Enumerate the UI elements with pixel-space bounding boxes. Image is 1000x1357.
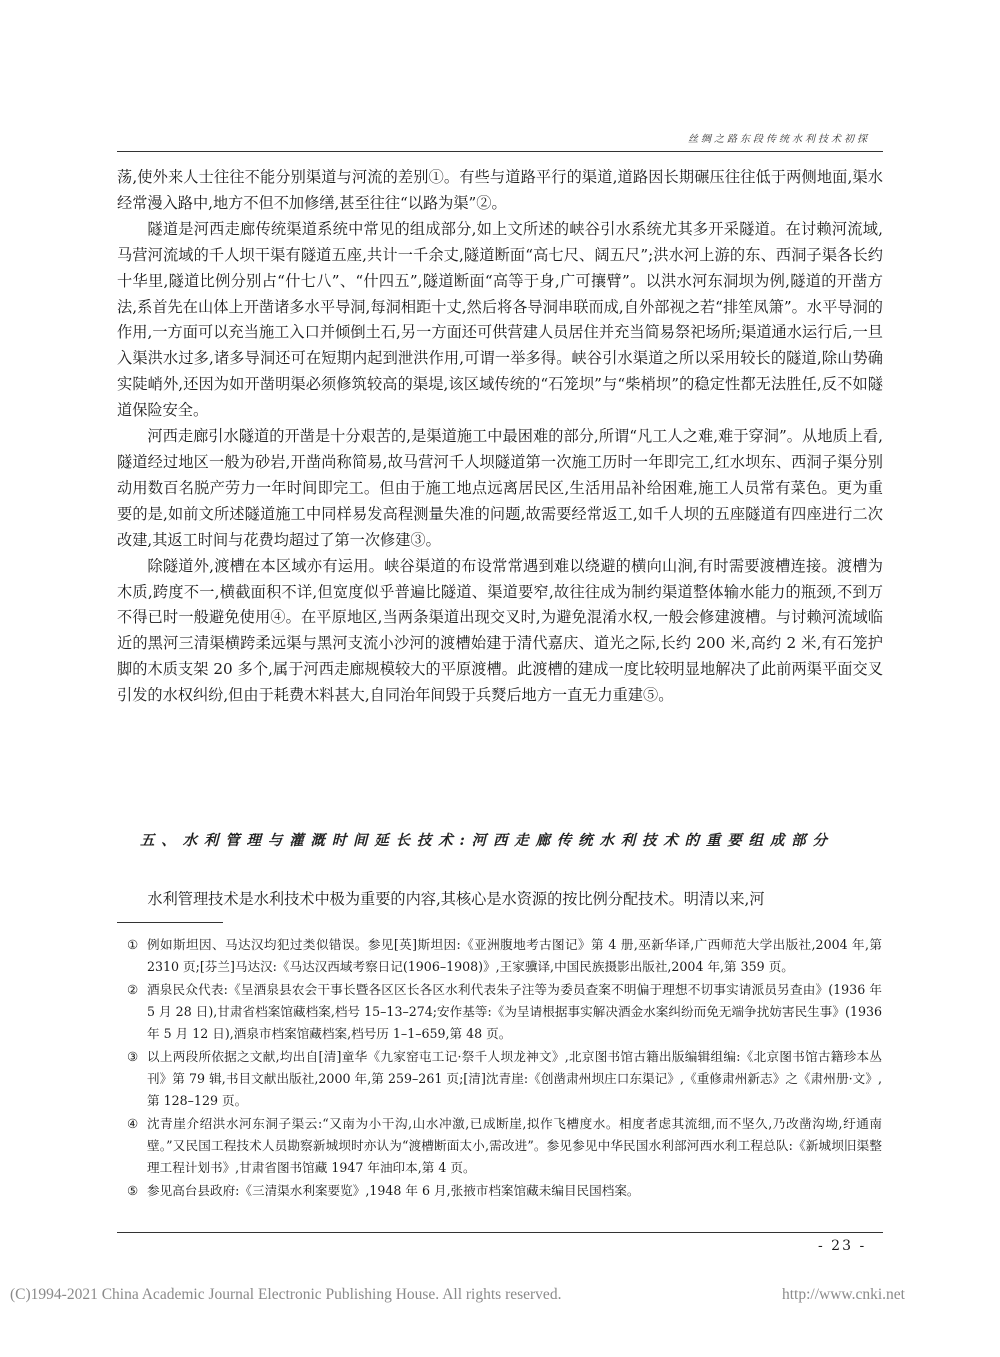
- paragraph: 水利管理技术是水利技术中极为重要的内容,其核心是水资源的按比例分配技术。明清以来,河: [147, 890, 765, 908]
- footnote: [127, 979, 882, 1045]
- footer-link[interactable]: http://www.cnki.net: [782, 1286, 905, 1303]
- footnote-number: ⑤: [127, 1183, 139, 1198]
- footnote: [127, 934, 882, 978]
- footnote-text: 参见高台县政府:《三清渠水利案要览》,1948 年 6 月,张掖市档案馆藏未编目民国档案。: [147, 1183, 640, 1198]
- footnote-separator: [117, 922, 223, 923]
- header-rule: [117, 151, 883, 152]
- section-heading: 五、水利管理与灌溉时间延长技术:河西走廊传统水利技术的重要组成部分: [140, 832, 834, 849]
- footnote-number: ④: [127, 1116, 139, 1131]
- paragraph: 除隧道外,渡槽在本区域亦有运用。峡谷渠道的布设常常遇到难以绕避的横向山涧,有时需要渡槽连接。渡槽为木质,跨度不一,横截面积不详,但宽度似乎普遍比隧道、渠道要窄,故往往成为制约渠道整体输水能力的瓶颈,不到万不得已时一般避免使用④。在平原地区,当两条渠道出现交叉时,为避免混淆水权,一般会修建渡槽。与讨赖河流域临近的黑河三清渠横跨柔远渠与黑河支流小沙河的渡槽始建于清代嘉庆、道光之际,长约 200 米,高约 2 米,有石笼护脚的木质支架 20 多个,属于河西走廊规模较大的平原渡槽。此渡槽的建成一度比较明显地解决了此前两渠平面交叉引发的水权纠纷,但由于耗费木料甚大,自同治年间毁于兵燹后地方一直无力重建⑤。: [117, 556, 883, 705]
- running-header: 丝绸之路东段传统水利技术初探: [688, 134, 870, 145]
- footnote-text: 以上两段所依据之文献,均出自[清]童华《九家窑屯工记·祭千人坝龙神文》,北京图书馆古籍出版编辑组编:《北京图书馆古籍珍本丛刊》第 79 辑,书目文献出版社,2000 年,第 259–261 页;[清]沈青崖:《创凿肃州坝庄口东渠记》,《重修肃州新志》之《肃州册·文》,第 128–129 页。: [147, 1049, 882, 1108]
- footnote-text: 沈青崖介绍洪水河东洞子渠云:“又南为小干沟,山水冲激,已成断崖,拟作飞槽度水。相度者虑其流细,而不坚久,乃改凿沟坳,纡通南壁。”又民国工程技术人员勘察新城坝时亦认为“渡槽断面太小,需改进”。参见参见中华民国水利部河西水利工程总队:《新城坝旧渠整理工程计划书》,甘肃省图书馆藏 1947 年油印本,第 4 页。: [147, 1116, 882, 1175]
- footnote: [127, 1180, 882, 1202]
- copyright-text: (C)1994-2021 China Academic Journal Electronic Publishing House. All rights reserved.: [10, 1286, 562, 1303]
- footnotes: [127, 934, 882, 1203]
- footnote-text: 酒泉民众代表:《呈酒泉县农会干事长暨各区区长各区水利代表朱子注等为委员查案不明偏于理想不切事实请派员另查由》(1936 年 5 月 28 日),甘肃省档案馆藏档案,档号 15–13–274;安作基等:《为呈请根据事实解决酒金水案纠纷而免无端争扰妨害民生事》(1936 年 5 月 12 日),酒泉市档案馆藏档案,档号历 1–1–659,第 48 页。: [147, 982, 882, 1041]
- footnote-text: 例如斯坦因、马达汉均犯过类似错误。参见[英]斯坦因:《亚洲腹地考古图记》第 4 册,巫新华译,广西师范大学出版社,2004 年,第 2310 页;[芬兰]马达汉:《马达汉西域考察日记(1906–1908)》,王家骥译,中国民族摄影出版社,2004 年,第 359 页。: [147, 937, 882, 974]
- paragraph: 河西走廊引水隧道的开凿是十分艰苦的,是渠道施工中最困难的部分,所谓“凡工人之难,难于穿洞”。从地质上看,隧道经过地区一般为砂岩,开凿尚称简易,故马营河千人坝隧道第一次施工历时一年即完工,红水坝东、西洞子渠分别动用数百名脱产劳力一年时间即完工。但由于施工地点远离居民区,生活用品补给困难,施工人员常有菜色。更为重要的是,如前文所述隧道施工中同样易发高程测量失准的问题,故需要经常返工,如千人坝的五座隧道有四座进行二次改建,其返工时间与花费均超过了第一次修建③。: [117, 427, 883, 549]
- footnote-number: ①: [127, 937, 139, 952]
- page-number: - 23 -: [818, 1238, 867, 1254]
- main-text: [117, 165, 883, 709]
- footnote-number: ②: [127, 982, 139, 997]
- footnote: [127, 1046, 882, 1112]
- paragraph: 荡,使外来人士往往不能分别渠道与河流的差别①。有些与道路平行的渠道,道路因长期碾压往往低于两侧地面,渠水经常漫入路中,地方不但不加修缮,甚至往往“以路为渠”②。: [117, 168, 883, 212]
- footnote-number: ③: [127, 1049, 139, 1064]
- paragraph: 隧道是河西走廊传统渠道系统中常见的组成部分,如上文所述的峡谷引水系统尤其多开采隧道。在讨赖河流域,马营河流域的千人坝干渠有隧道五座,共计一千余丈,隧道断面“高七尺、阔五尺”;洪水河上游的东、西洞子渠各长约十华里,隧道比例分别占“什七八”、“什四五”,隧道断面“高等于身,广可攘臂”。以洪水河东洞坝为例,隧道的开凿方法,系首先在山体上开凿诸多水平导洞,每洞相距十丈,然后将各导洞串联而成,自外部视之若“排笙凤箫”。水平导洞的作用,一方面可以充当施工入口并倾倒土石,另一方面还可供营建人员居住并充当简易祭祀场所;渠道通水运行后,一旦入渠洪水过多,诸多导洞还可在短期内起到泄洪作用,可谓一举多得。峡谷引水渠道之所以采用较长的隧道,除山势确实陡峭外,还因为如开凿明渠必须修筑较高的渠堤,该区域传统的“石笼坝”与“柴梢坝”的稳定性都无法胜任,反不如隧道保险安全。: [117, 219, 883, 420]
- footnote: [127, 1113, 882, 1179]
- bottom-rule: [117, 1232, 883, 1233]
